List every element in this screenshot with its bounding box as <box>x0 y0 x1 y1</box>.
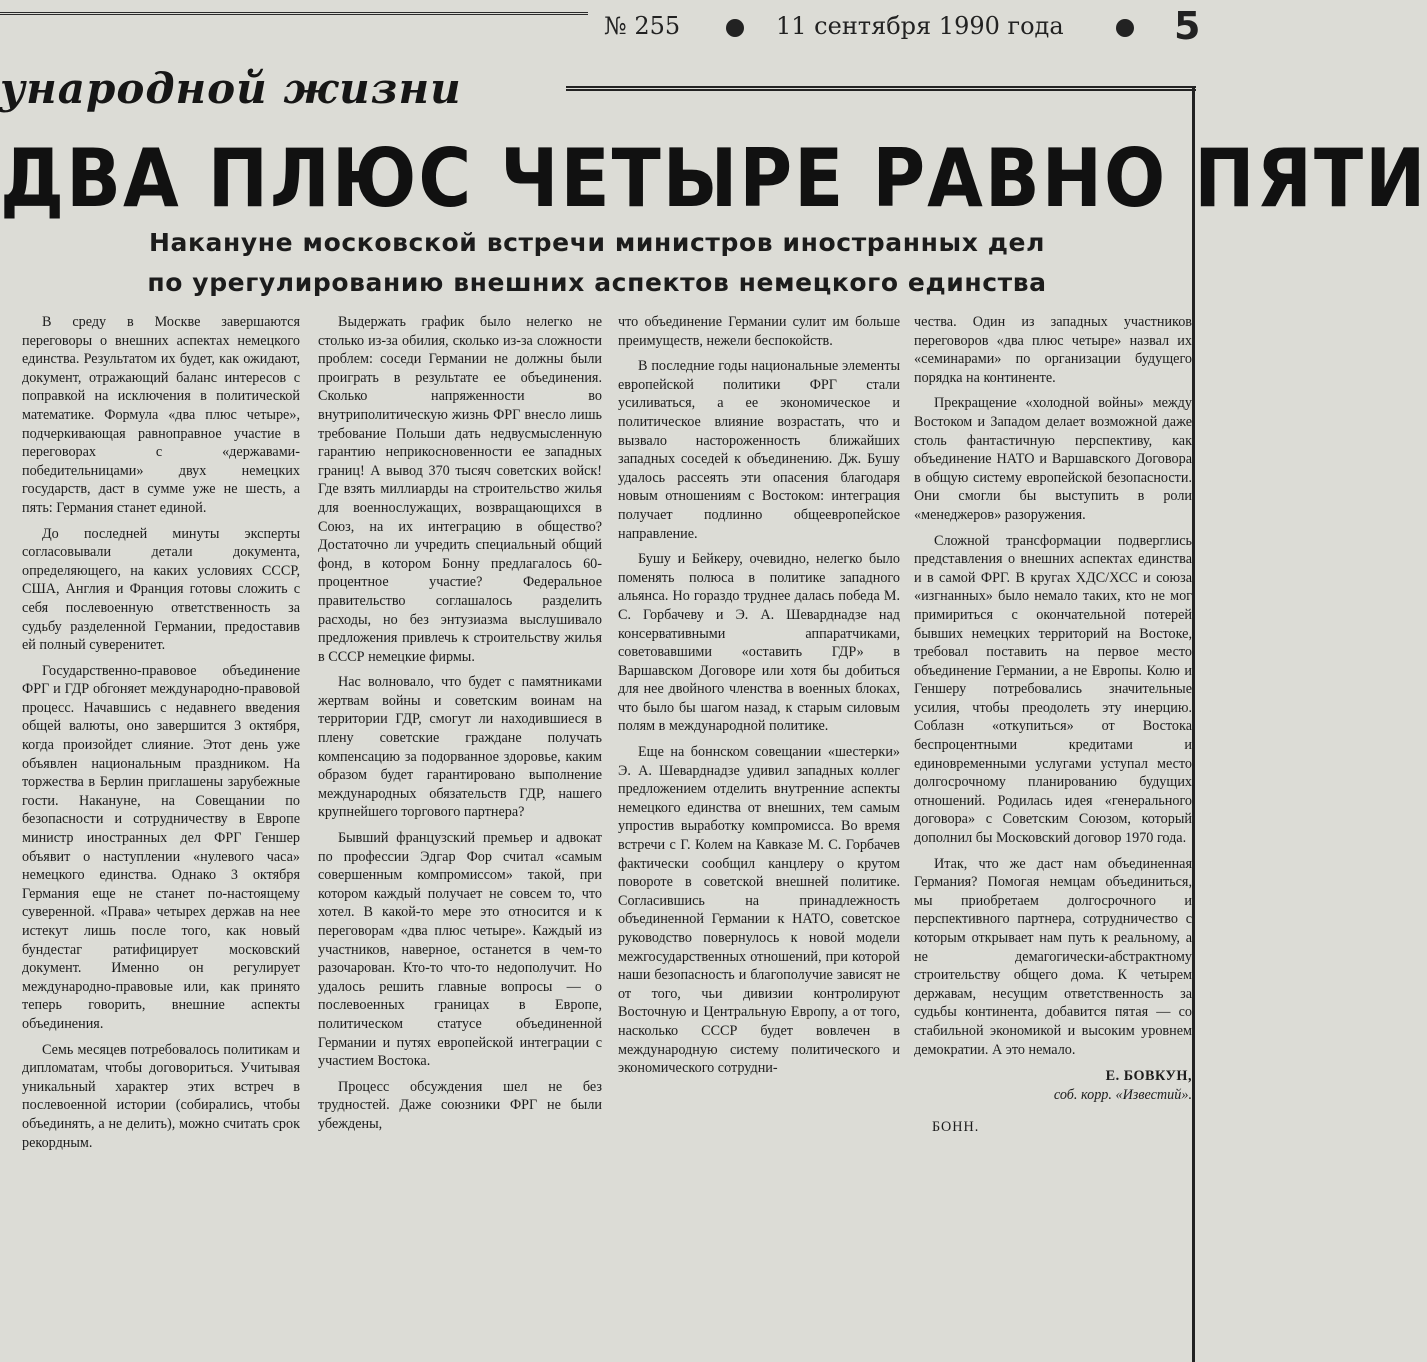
bullet-icon <box>1116 19 1134 37</box>
paragraph: Еще на боннском совещании «шестерки» Э. А. Шеварднадзе удивил западных коллег предложением отделить внутренние аспекты немецкого единства от внешних, тем самым упростив выработку компромисса. Во время встречи с Г. Колем на Кавказе М. С. Горбачев фактически сообщил канцлеру о крутом повороте в советской внешней политике. Согласившись на принадлежность объединенной Германии к НАТО, советское руководство повернулось к новой модели межгосударственных отношений, при которой наши безопасность и благополучие зависят не от того, чьи дивизии контролируют Восточную и Центральную Европу, а от того, насколько СССР будет вовлечен в международную систему политического и экономического сотрудни- <box>618 744 900 1077</box>
paragraph: В последние годы национальные элементы европейской политики ФРГ стали усиливаться, а ее экономическое и политическое влияние возрастать, что и вызвало настороженность ближайших западных соседей к объединению. Дж. Бушу удалось рассеять эти опасения благодаря новым отношениям с Востоком: интеграция получает подлинно общеевропейское направление. <box>618 358 900 542</box>
paragraph: Выдержать график было нелегко не столько из-за обилия, сколько из-за сложности проблем: соседи Германии не должны были проиграть в результате ее объединения. Сколько напряженности во внутриполитическую жизнь ФРГ внесло лишь требование Польши дать недвусмысленную гарантию неприкосновенности ее западных границ! А вывод 370 тысяч советских войск! Где взять миллиарды на строительство жилья для военнослужащих, возвращающихся в Союз, на их интеграцию в общество? Достаточно ли учредить специальный общий фонд, в котором Бонну предлагалось 60-процентное участие? Федеральное правительство соглашалось разделить расходы, но без энтузиазма выслушивало предложения привлечь к строительству жилья в СССР немецкие фирмы. <box>318 314 602 665</box>
paragraph: чества. Один из западных участников переговоров «два плюс четыре» назвал их «семинарами» по организации будущего порядка на континенте. <box>914 314 1192 386</box>
top-rule <box>0 12 588 15</box>
section-rule <box>566 86 1196 91</box>
paragraph: Бывший французский премьер и адвокат по профессии Эдгар Фор считал «самым совершенным компромиссом» такой, при котором каждый получает не совсем то, что хотел. В какой-то мере это относится и к переговорам «два плюс четыре». Каждый из участников, наверное, останется в чем-то разочарован. Кто-то что-то недополучит. Но удалось решить главные вопросы — о послевоенных границах в Европе, политическом статусе объединенной Германии и путях европейской интеграции с участием Востока. <box>318 830 602 1070</box>
paragraph: Семь месяцев потребовалось политикам и дипломатам, чтобы договориться. Учитывая уникальный характер этих встреч в послевоенной истории (собирались, чтобы объединять, а не делить), можно считать срок рекордным. <box>22 1041 300 1151</box>
dateline-city: БОНН. <box>932 1119 980 1136</box>
paragraph: Государственно-правовое объединение ФРГ и ГДР обгоняет международно-правовой процесс. Начавшись с недавнего введения общей валюты, оно завершится 3 октября, когда произойдет слияние. Этот день уже объявлен национальным праздником. На торжества в Берлин приглашены зарубежные гости. Накануне, на Совещании по безопасности и сотрудничеству в Европе министр иностранных дел ФРГ Геншер объявит о наступлении «нулевого часа» немецкого единства. Однако 3 октября Германия еще не станет по-настоящему суверенной. «Права» четырех держав на нее истекут лишь после того, как новый бундестаг ратифицирует московский документ. Именно он регулирует международно-правовые или, как принято теперь говорить, внешние аспекты объединения. <box>22 662 300 1032</box>
text-column-4 <box>914 313 1192 1362</box>
masthead <box>600 4 1214 48</box>
paragraph: Процесс обсуждения шел не без трудностей. Даже союзники ФРГ не были убеждены, <box>318 1078 602 1132</box>
page-number: 5 <box>1174 4 1201 48</box>
paragraph: Нас волновало, что будет с памятниками жертвам войны и советским воинам на территории ГДР, смогут ли находившиеся в плену советские граждане получать компенсацию за подорванное здоровье, каким образом будет гарантировано выполнение международных обязательств ГДР, нашего крупнейшего торгового партнера? <box>318 674 602 821</box>
article-headline: ДВА ПЛЮС ЧЕТЫРЕ РАВНО ПЯТИ <box>0 130 1427 226</box>
issue-number: № 255 <box>604 12 681 40</box>
paragraph: Бушу и Бейкеру, очевидно, нелегко было поменять полюса в политике западного альянса. Но гораздо труднее далась победа М. С. Горбачеву и Э. А. Шеварднадзе над консервативными аппаратчиками, советовавшими «оставить ГДР» в Варшавском Договоре или хотя бы добиться для нее двойного членства в военных блоках, что было бы шагом назад, к старым силовым полям в международной политике. <box>618 551 900 735</box>
paragraph: В среду в Москве завершаются переговоры о внешних аспектах немецкого единства. Результатом их будет, как ожидают, документ, отражающий баланс интересов с поправкой на исключения в политической математике. Формула «два плюс четыре», подчеркивающая равноправное участие в переговорах с «державами-победительницами» двух немецких государств, даст в сумме уже не шесть, а пять: Германия станет единой. <box>22 314 300 516</box>
paragraph: До последней минуты эксперты согласовывали детали документа, определяющего, на каких условиях СССР, США, Англия и Франция готовы сложить с себя послевоенную ответственность за судьбу разделенной Германии, предоставив ей полный суверенитет. <box>22 525 300 654</box>
paragraph: Сложной трансформации подверглись представления о внешних аспектах единства и в самой ФРГ. В кругах ХДС/ХСС и союза «изгнанных» было немало таких, кто не мог примириться с окончательной потерей бывших немецких территорий на Востоке, требовал поставить на первое место объединение Германии, а не Европы. Колю и Геншеру потребовались значительные усилия, чтобы преодолеть эту инерцию. Соблазн «откупиться» от Востока беспроцентными кредитами и единовременными услугами уступал место долгосрочному планированию будущих отношений. Родилась идея «генерального договора» с Советским Союзом, который дополнил бы Московский договор 1970 года. <box>914 532 1192 847</box>
author-name: Е. БОВКУН, <box>1105 1068 1192 1085</box>
text-column-1 <box>22 313 300 1362</box>
article-subhead-line2: по урегулированию внешних аспектов немецкого единства <box>147 268 1047 297</box>
paragraph: Прекращение «холодной войны» между Востоком и Западом делает возможной даже столь фантастичную перспективу, как объединение НАТО и Варшавского Договора в общую систему европейской безопасности. Они смогли бы выступить в роли «менеджеров» разоружения. <box>914 395 1192 523</box>
issue-date: 11 сентября 1990 года <box>776 12 1064 40</box>
author-position: соб. корр. «Известий». <box>1053 1086 1192 1103</box>
section-title: ународной жизни <box>0 64 462 113</box>
text-column-2 <box>318 313 602 1362</box>
text-column-3 <box>618 313 900 1362</box>
article-subhead-line1: Накануне московской встречи министров иностранных дел <box>149 228 1045 257</box>
paragraph: что объединение Германии сулит им больше преимуществ, нежели беспокойств. <box>618 314 900 349</box>
paragraph: Итак, что же даст нам объединенная Германия? Помогая немцам объединиться, мы приобретаем долгосрочного и перспективного партнера, сотрудничество с которым открывает нам путь к реальному, а не демагогически-абстрактному строительству общего дома. К четырем державам, несущим ответственность за судьбы континента, добавится пятая — со стабильной экономикой и высоким уровнем демократии. А это немало. <box>914 855 1192 1058</box>
bullet-icon <box>726 19 744 37</box>
